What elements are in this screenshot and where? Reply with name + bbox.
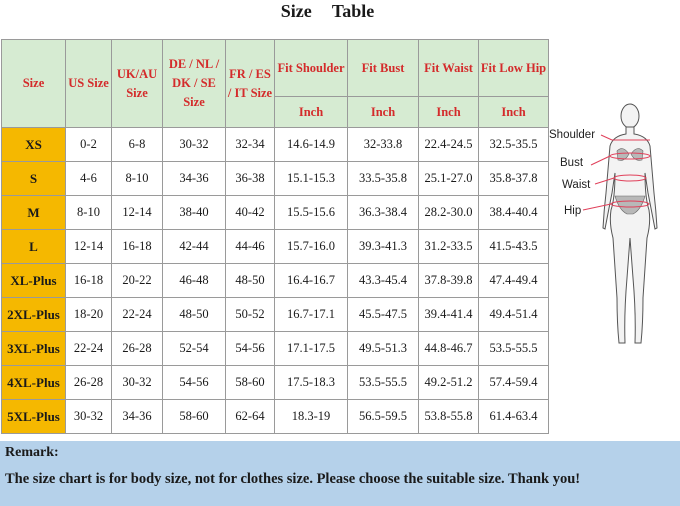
table-cell: 16.4-16.7	[275, 264, 348, 298]
shoulder-label: Shoulder	[549, 129, 596, 141]
waist-label: Waist	[562, 179, 591, 191]
unit-label: Inch	[275, 97, 348, 128]
table-cell: 53.5-55.5	[348, 366, 419, 400]
table-cell: 48-50	[226, 264, 275, 298]
table-cell: 58-60	[226, 366, 275, 400]
table-row	[2, 332, 549, 366]
table-cell: 49.5-51.3	[348, 332, 419, 366]
remark-text: The size chart is for body size, not for clothes size. Please choose the suitable size. Thank you!	[5, 471, 581, 487]
size-cell: XL-Plus	[2, 264, 66, 298]
table-cell: 12-14	[112, 196, 163, 230]
table-row	[2, 264, 549, 298]
table-cell: 40-42	[226, 196, 275, 230]
column-header: Fit Bust	[348, 40, 419, 97]
table-cell: 44-46	[226, 230, 275, 264]
column-header: Fit Shoulder	[275, 40, 348, 97]
table-cell: 30-32	[112, 366, 163, 400]
unit-label: Inch	[479, 97, 549, 128]
table-row	[2, 162, 549, 196]
table-cell: 28.2-30.0	[419, 196, 479, 230]
table-cell: 0-2	[66, 128, 112, 162]
table-cell: 4-6	[66, 162, 112, 196]
table-cell: 36-38	[226, 162, 275, 196]
size-cell: S	[2, 162, 66, 196]
column-header: Fit Low Hip	[479, 40, 549, 97]
table-cell: 26-28	[112, 332, 163, 366]
table-cell: 33.5-35.8	[348, 162, 419, 196]
table-cell: 17.1-17.5	[275, 332, 348, 366]
size-cell: L	[2, 230, 66, 264]
column-header: Fit Waist	[419, 40, 479, 97]
table-cell: 16.7-17.1	[275, 298, 348, 332]
table-cell: 20-22	[112, 264, 163, 298]
table-cell: 52-54	[163, 332, 226, 366]
table-cell: 34-36	[163, 162, 226, 196]
table-cell: 37.8-39.8	[419, 264, 479, 298]
table-cell: 22-24	[112, 298, 163, 332]
table-header-row	[2, 40, 549, 97]
table-cell: 44.8-46.7	[419, 332, 479, 366]
table-cell: 50-52	[226, 298, 275, 332]
table-cell: 16-18	[66, 264, 112, 298]
table-cell: 58-60	[163, 400, 226, 434]
table-cell: 38-40	[163, 196, 226, 230]
table-row	[2, 298, 549, 332]
table-cell: 36.3-38.4	[348, 196, 419, 230]
page-title: Size Table	[280, 1, 375, 21]
table-cell: 32-33.8	[348, 128, 419, 162]
unit-label: Inch	[419, 97, 479, 128]
size-cell: 5XL-Plus	[2, 400, 66, 434]
table-cell: 12-14	[66, 230, 112, 264]
body-measurement-figure	[549, 98, 680, 348]
table-cell: 22-24	[66, 332, 112, 366]
table-cell: 32-34	[226, 128, 275, 162]
column-header: UK/AU Size	[112, 40, 163, 128]
table-cell: 42-44	[163, 230, 226, 264]
table-cell: 38.4-40.4	[479, 196, 549, 230]
table-cell: 54-56	[226, 332, 275, 366]
table-row	[2, 196, 549, 230]
table-row	[2, 128, 549, 162]
table-cell: 34-36	[112, 400, 163, 434]
size-table	[1, 39, 549, 434]
remark-panel	[0, 441, 680, 506]
table-row	[2, 400, 549, 434]
table-cell: 31.2-33.5	[419, 230, 479, 264]
table-cell: 46-48	[163, 264, 226, 298]
unit-label: Inch	[348, 97, 419, 128]
table-cell: 14.6-14.9	[275, 128, 348, 162]
table-cell: 30-32	[66, 400, 112, 434]
size-cell: 4XL-Plus	[2, 366, 66, 400]
size-cell: XS	[2, 128, 66, 162]
size-header: Size	[2, 40, 66, 128]
table-row	[2, 230, 549, 264]
table-cell: 62-64	[226, 400, 275, 434]
table-cell: 39.3-41.3	[348, 230, 419, 264]
table-cell: 15.5-15.6	[275, 196, 348, 230]
table-cell: 26-28	[66, 366, 112, 400]
table-cell: 43.3-45.4	[348, 264, 419, 298]
table-cell: 17.5-18.3	[275, 366, 348, 400]
column-header: DE / NL / DK / SE Size	[163, 40, 226, 128]
table-cell: 30-32	[163, 128, 226, 162]
table-cell: 56.5-59.5	[348, 400, 419, 434]
table-cell: 53.5-55.5	[479, 332, 549, 366]
table-cell: 35.8-37.8	[479, 162, 549, 196]
table-cell: 15.7-16.0	[275, 230, 348, 264]
table-cell: 22.4-24.5	[419, 128, 479, 162]
column-header: FR / ES / IT Size	[226, 40, 275, 128]
table-cell: 45.5-47.5	[348, 298, 419, 332]
table-cell: 16-18	[112, 230, 163, 264]
table-cell: 18-20	[66, 298, 112, 332]
column-header: US Size	[66, 40, 112, 128]
table-cell: 18.3-19	[275, 400, 348, 434]
table-cell: 41.5-43.5	[479, 230, 549, 264]
table-cell: 48-50	[163, 298, 226, 332]
size-cell: M	[2, 196, 66, 230]
table-cell: 15.1-15.3	[275, 162, 348, 196]
size-cell: 2XL-Plus	[2, 298, 66, 332]
table-cell: 8-10	[66, 196, 112, 230]
table-cell: 8-10	[112, 162, 163, 196]
remark-title: Remark:	[5, 445, 59, 460]
table-row	[2, 366, 549, 400]
table-cell: 32.5-35.5	[479, 128, 549, 162]
table-cell: 49.2-51.2	[419, 366, 479, 400]
bust-label: Bust	[560, 157, 584, 169]
table-cell: 57.4-59.4	[479, 366, 549, 400]
table-cell: 6-8	[112, 128, 163, 162]
table-cell: 53.8-55.8	[419, 400, 479, 434]
table-cell: 54-56	[163, 366, 226, 400]
table-cell: 25.1-27.0	[419, 162, 479, 196]
hip-label: Hip	[564, 205, 582, 217]
table-cell: 39.4-41.4	[419, 298, 479, 332]
table-cell: 47.4-49.4	[479, 264, 549, 298]
size-cell: 3XL-Plus	[2, 332, 66, 366]
table-cell: 61.4-63.4	[479, 400, 549, 434]
table-cell: 49.4-51.4	[479, 298, 549, 332]
